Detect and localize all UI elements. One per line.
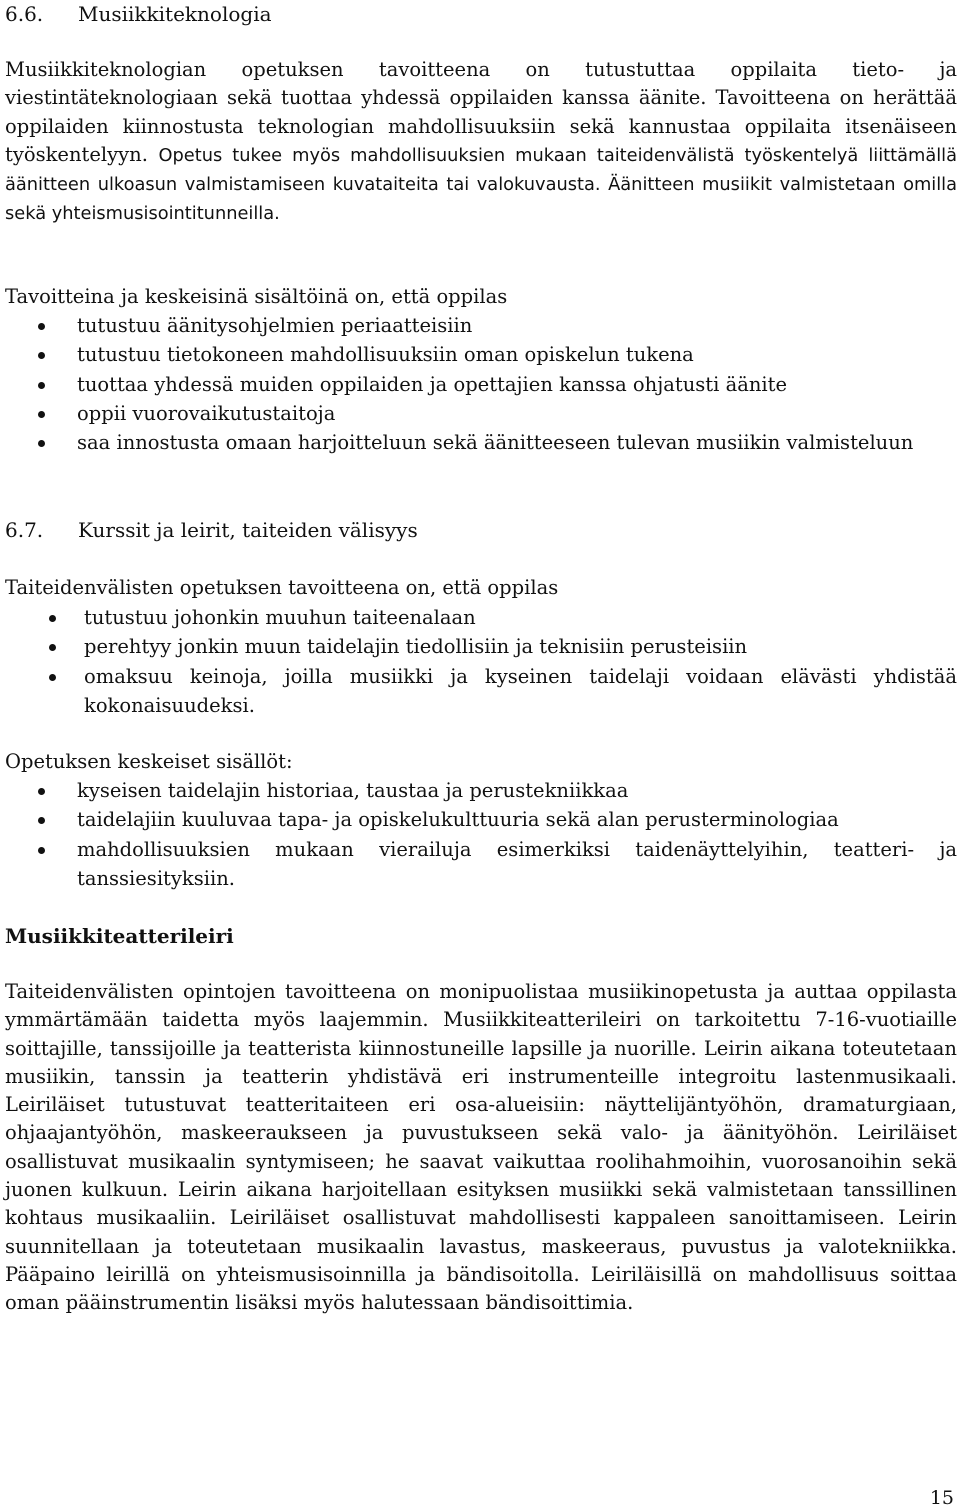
- bullet-icon: [38, 382, 45, 389]
- list-item: mahdollisuuksien mukaan vierailuja esimerkiksi taidenäyttelyihin, teatteri- ja tanssiesityksiin.: [5, 835, 957, 894]
- goals-lead: Tavoitteina ja keskeisinä sisältöinä on, että oppilas: [5, 285, 508, 308]
- bullet-icon: [38, 788, 45, 795]
- interdisciplinary-list: [5, 603, 957, 720]
- contents-lead: Opetuksen keskeiset sisällöt:: [5, 750, 293, 773]
- bullet-icon: [49, 615, 56, 622]
- list-item: tutustuu johonkin muuhun taiteenalaan: [5, 603, 957, 632]
- camp-heading: Musiikkiteatterileiri: [5, 924, 234, 948]
- paragraph-sans-part: Opetus tukee myös mahdollisuuksien mukaan taiteidenvälistä työskentelyä liittämällä äänitteen ulkoasun valmistamiseen kuvataiteita tai valokuvausta. Äänitteen musiikit valmistetaan omilla sekä yhteismusisointitunneilla.: [5, 144, 957, 225]
- section-title: Musiikkiteknologia: [78, 2, 272, 26]
- bullet-icon: [49, 674, 56, 681]
- contents-list: [5, 776, 957, 893]
- list-item: oppii vuorovaikutustaitoja: [5, 399, 957, 428]
- list-item: omaksuu keinoja, joilla musiikki ja kyseinen taidelaji voidaan elävästi yhdistää kokonaisuudeksi.: [5, 662, 957, 721]
- bullet-icon: [38, 323, 45, 330]
- list-item: tuottaa yhdessä muiden oppilaiden ja opettajien kanssa ohjatusti äänite: [5, 370, 957, 399]
- bullet-icon: [38, 411, 45, 418]
- list-item: saa innostusta omaan harjoitteluun sekä äänitteeseen tulevan musiikin valmisteluun: [5, 428, 957, 457]
- section-heading-6-7: [5, 516, 957, 544]
- section-heading-6-6: [5, 0, 957, 28]
- bullet-icon: [38, 847, 45, 854]
- section-number: 6.6.: [5, 2, 44, 26]
- list-item: taidelajiin kuuluvaa tapa- ja opiskelukulttuuria sekä alan perusterminologiaa: [5, 805, 957, 834]
- list-item: tutustuu tietokoneen mahdollisuuksiin oman opiskelun tukena: [5, 340, 957, 369]
- section-number: 6.7.: [5, 518, 44, 542]
- bullet-icon: [38, 817, 45, 824]
- list-item: tutustuu äänitysohjelmien periaatteisiin: [5, 311, 957, 340]
- section-6-6-paragraph: [5, 56, 957, 229]
- list-item: kyseisen taidelajin historiaa, taustaa ja perustekniikkaa: [5, 776, 957, 805]
- interdisciplinary-lead: Taiteidenvälisten opetuksen tavoitteena on, että oppilas: [5, 576, 559, 599]
- page-number: 15: [929, 1487, 954, 1509]
- list-item: perehtyy jonkin muun taidelajin tiedollisiin ja teknisiin perusteisiin: [5, 632, 957, 661]
- bullet-icon: [38, 352, 45, 359]
- camp-paragraph: Taiteidenvälisten opintojen tavoitteena on monipuolistaa musiikinopetusta ja auttaa oppilasta ymmärtämään taidetta myös laajemmin. Musiikkiteatterileiri on tarkoitettu 7-16-vuotiaille soittajille, tanssijoille ja teatterista kiinnostuneille lapsille ja nuorille. Leirin aikana toteutetaan musiikin, tanssin ja teatterin yhdistävä eri instrumenteille integroitu lastenmusikaali. Leiriläiset tutustuvat teatteritaiteen eri osa-alueisiin: näyttelijäntyöhön, dramaturgiaan, ohjaajantyöhön, maskeeraukseen ja puvustukseen sekä valo- ja äänityöhön. Leiriläiset osallistuvat musikaalin syntymiseen; he saavat vaikuttaa roolihahmoihin, vuorosanoihin sekä juonen kulkuun. Leirin aikana harjoitellaan esityksen musiikki sekä valmistetaan tanssillinen kohtaus musikaaliin. Leiriläiset osallistuvat mahdollisesti kappaleen sanoittamiseen. Leirin suunnitellaan ja toteutetaan musikaalin lavastus, maskeeraus, puvustus ja valotekniikka. Pääpaino leirillä on yhteismusisoinnilla ja bändisoitolla. Leiriläisillä on mahdollisuus soittaa oman pääinstrumentin lisäksi myös halutessaan bändisoittimia.: [5, 980, 957, 1315]
- goals-list: [5, 311, 957, 457]
- section-title: Kurssit ja leirit, taiteiden välisyys: [78, 518, 418, 542]
- bullet-icon: [38, 440, 45, 447]
- paragraph-serif-part: Musiikkiteknologian opetuksen tavoitteena on tutustuttaa oppilaita tieto- ja viestintäteknologiaan sekä tuottaa yhdessä oppilaiden kanssa äänite. Tavoitteena on herättää oppilaiden kiinnostusta teknologian mahdollisuuksiin sekä kannustaa oppilaita itsenäiseen työskentelyyn.: [5, 58, 957, 166]
- bullet-icon: [49, 644, 56, 651]
